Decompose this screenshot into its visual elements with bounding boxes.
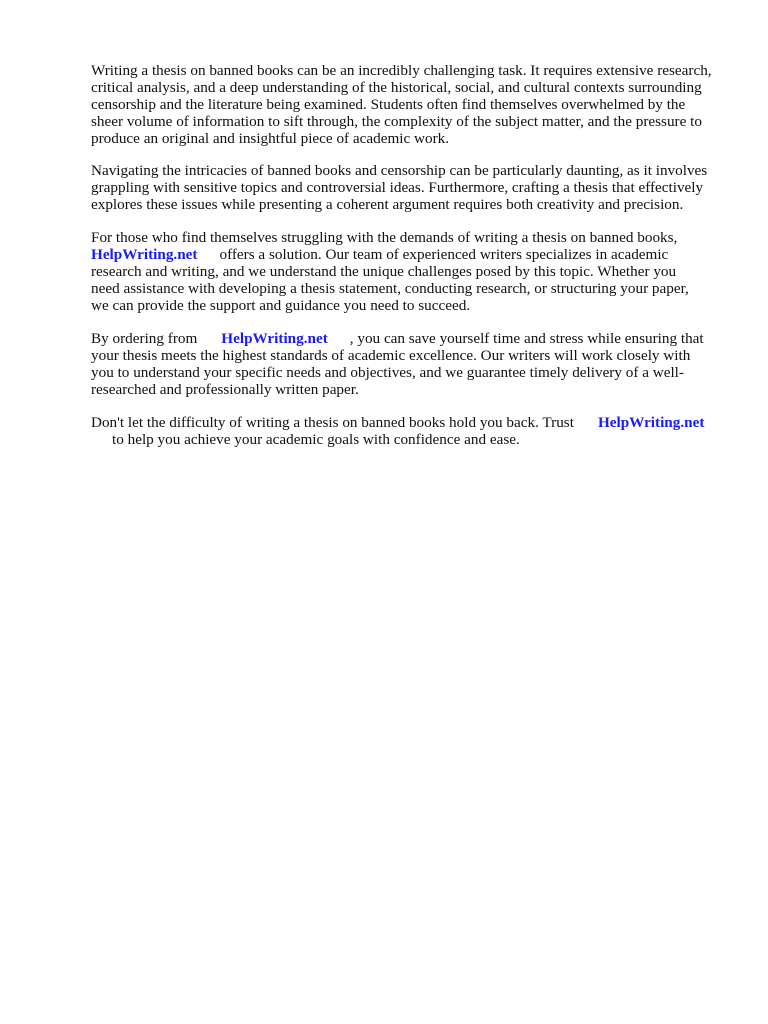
text-line: censorship and the literature being examined. Students often find themselves overwhelmed by the	[91, 96, 686, 113]
text-line: researched and professionally written paper.	[91, 381, 359, 398]
paragraph-intro	[91, 62, 741, 147]
text-line: critical analysis, and a deep understanding of the historical, social, and cultural contexts surrounding	[91, 79, 702, 96]
text-line: need assistance with developing a thesis statement, conducting research, or structuring your paper,	[91, 280, 689, 297]
text-line: sheer volume of information to sift through, the complexity of the subject matter, and the pressure to	[91, 113, 702, 130]
text-line: you to understand your specific needs and objectives, and we guarantee timely delivery of a well-	[91, 364, 684, 381]
text-line	[91, 246, 741, 263]
text-fragment: offers a solution. Our team of experienced writers specializes in academic	[219, 246, 669, 263]
helpwriting-link[interactable]: HelpWriting.net	[91, 246, 198, 263]
paragraph-ordering	[91, 330, 741, 398]
paragraph-solution	[91, 229, 741, 314]
helpwriting-link[interactable]: HelpWriting.net	[597, 414, 705, 431]
text-line: your thesis meets the highest standards of academic excellence. Our writers will work closely with	[91, 347, 691, 364]
helpwriting-link[interactable]: HelpWriting.net	[221, 330, 328, 347]
text-line: Navigating the intricacies of banned books and censorship can be particularly daunting, as it involves	[91, 162, 708, 179]
text-line: Writing a thesis on banned books can be an incredibly challenging task. It requires extensive research,	[91, 62, 712, 79]
text-line	[91, 330, 741, 347]
text-fragment: to help you achieve your academic goals with confidence and ease.	[112, 431, 520, 448]
text-line: grappling with sensitive topics and controversial ideas. Furthermore, crafting a thesis that effectively	[91, 179, 704, 196]
text-line	[91, 431, 741, 448]
text-fragment: , you can save yourself time and stress while ensuring that	[349, 330, 704, 347]
text-line: produce an original and insightful piece of academic work.	[91, 130, 450, 147]
text-line: research and writing, and we understand the unique challenges posed by this topic. Whether you	[91, 263, 677, 280]
text-fragment: Don't let the difficulty of writing a thesis on banned books hold you back. Trust	[91, 414, 574, 431]
text-line: we can provide the support and guidance you need to succeed.	[91, 297, 471, 314]
paragraph-closing	[91, 414, 741, 448]
paragraph-challenges	[91, 162, 741, 213]
text-line: For those who find themselves struggling with the demands of writing a thesis on banned books,	[91, 229, 678, 246]
text-fragment: By ordering from	[91, 330, 198, 347]
text-line: explores these issues while presenting a coherent argument requires both creativity and precision.	[91, 196, 684, 213]
text-line	[91, 414, 741, 431]
